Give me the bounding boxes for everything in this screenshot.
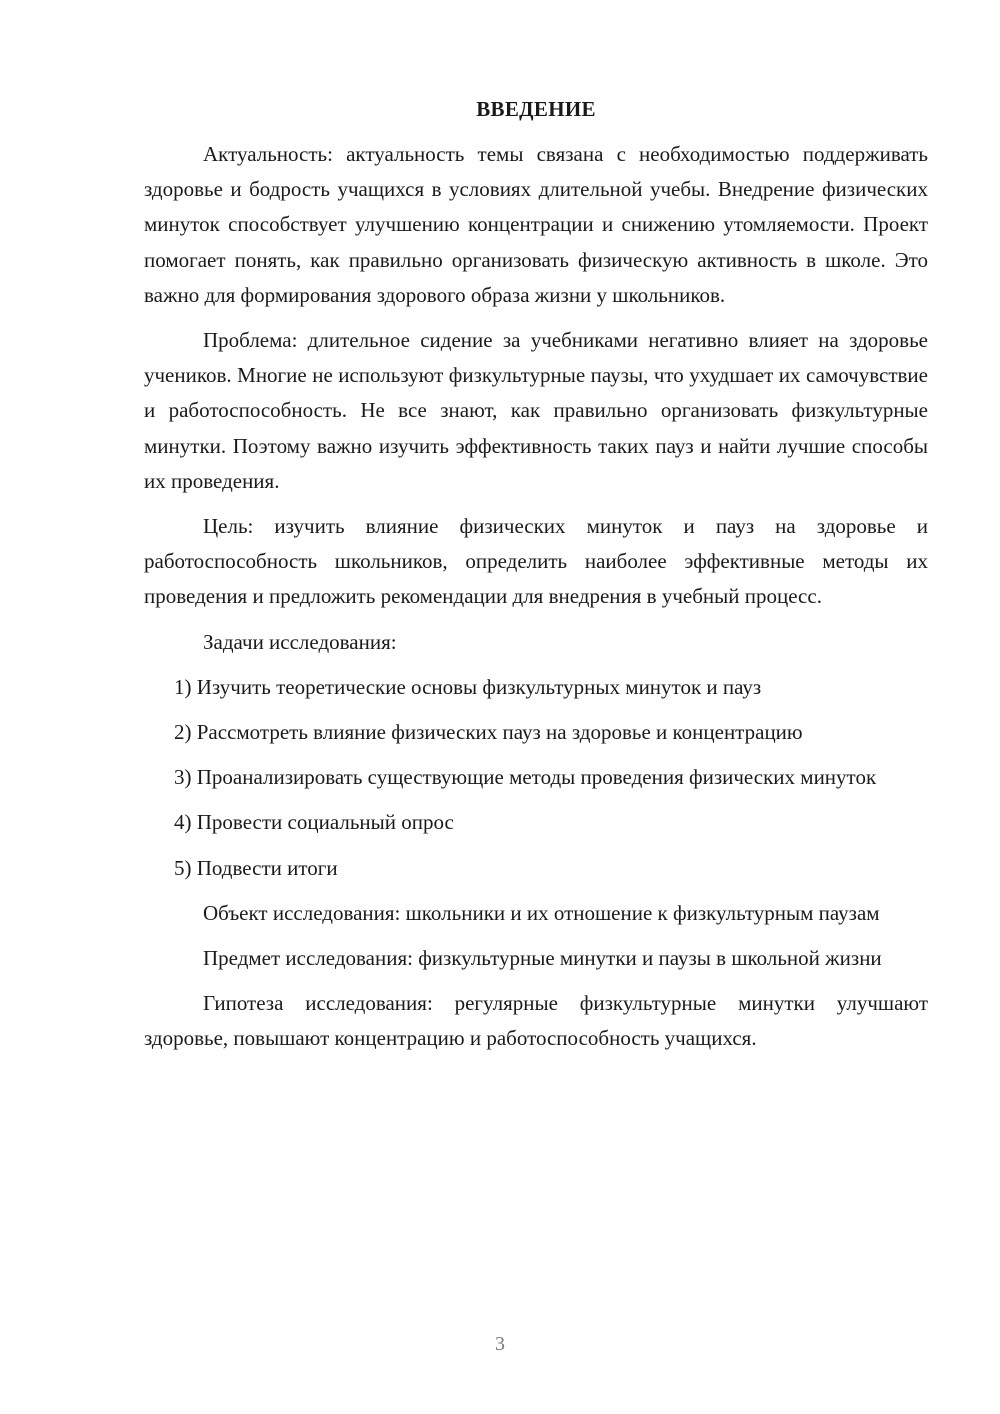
task-item-2: 2) Рассмотреть влияние физических пауз на здоровье и концентрацию xyxy=(174,720,803,745)
task-item-1: 1) Изучить теоретические основы физкультурных минуток и пауз xyxy=(174,674,762,699)
subject-paragraph: Предмет исследования: физкультурные минутки и паузы в школьной жизни xyxy=(203,946,882,971)
hypothesis-paragraph: Гипотеза исследования: регулярные физкультурные минутки улучшают здоровье, повышают концентрацию и работоспособность учащихся. xyxy=(144,991,928,1051)
relevance-paragraph: Актуальность: актуальность темы связана с необходимостью поддерживать здоровье и бодрость учащихся в условиях длительной учебы. Внедрение физических минуток способствует улучшению концентрации и снижению утомляемости. Проект помогает понять, как правильно организовать физическую активность в школе. Это важно для формирования здорового образа жизни у школьников. xyxy=(144,142,928,307)
object-paragraph: Объект исследования: школьники и их отношение к физкультурным паузам xyxy=(203,900,880,925)
task-item-3: 3) Проанализировать существующие методы проведения физических минуток xyxy=(174,765,877,790)
problem-paragraph: Проблема: длительное сидение за учебниками негативно влияет на здоровье учеников. Многие не используют физкультурные паузы, что ухудшает их самочувствие и работоспособность. Не все знают, как правильно организовать физкультурные минутки. Поэтому важно изучить эффективность таких пауз и найти лучшие способы их проведения. xyxy=(144,328,928,493)
page-number: 3 xyxy=(495,1333,505,1355)
page-title: ВВЕДЕНИЕ xyxy=(476,97,596,121)
tasks-heading: Задачи исследования: xyxy=(203,629,397,654)
task-item-4: 4) Провести социальный опрос xyxy=(174,810,454,835)
document-page xyxy=(144,92,928,1067)
task-item-5: 5) Подвести итоги xyxy=(174,855,338,880)
goal-paragraph: Цель: изучить влияние физических минуток и пауз на здоровье и работоспособность школьников, определить наиболее эффективные методы их проведения и предложить рекомендации для внедрения в учебный процесс. xyxy=(144,514,928,609)
